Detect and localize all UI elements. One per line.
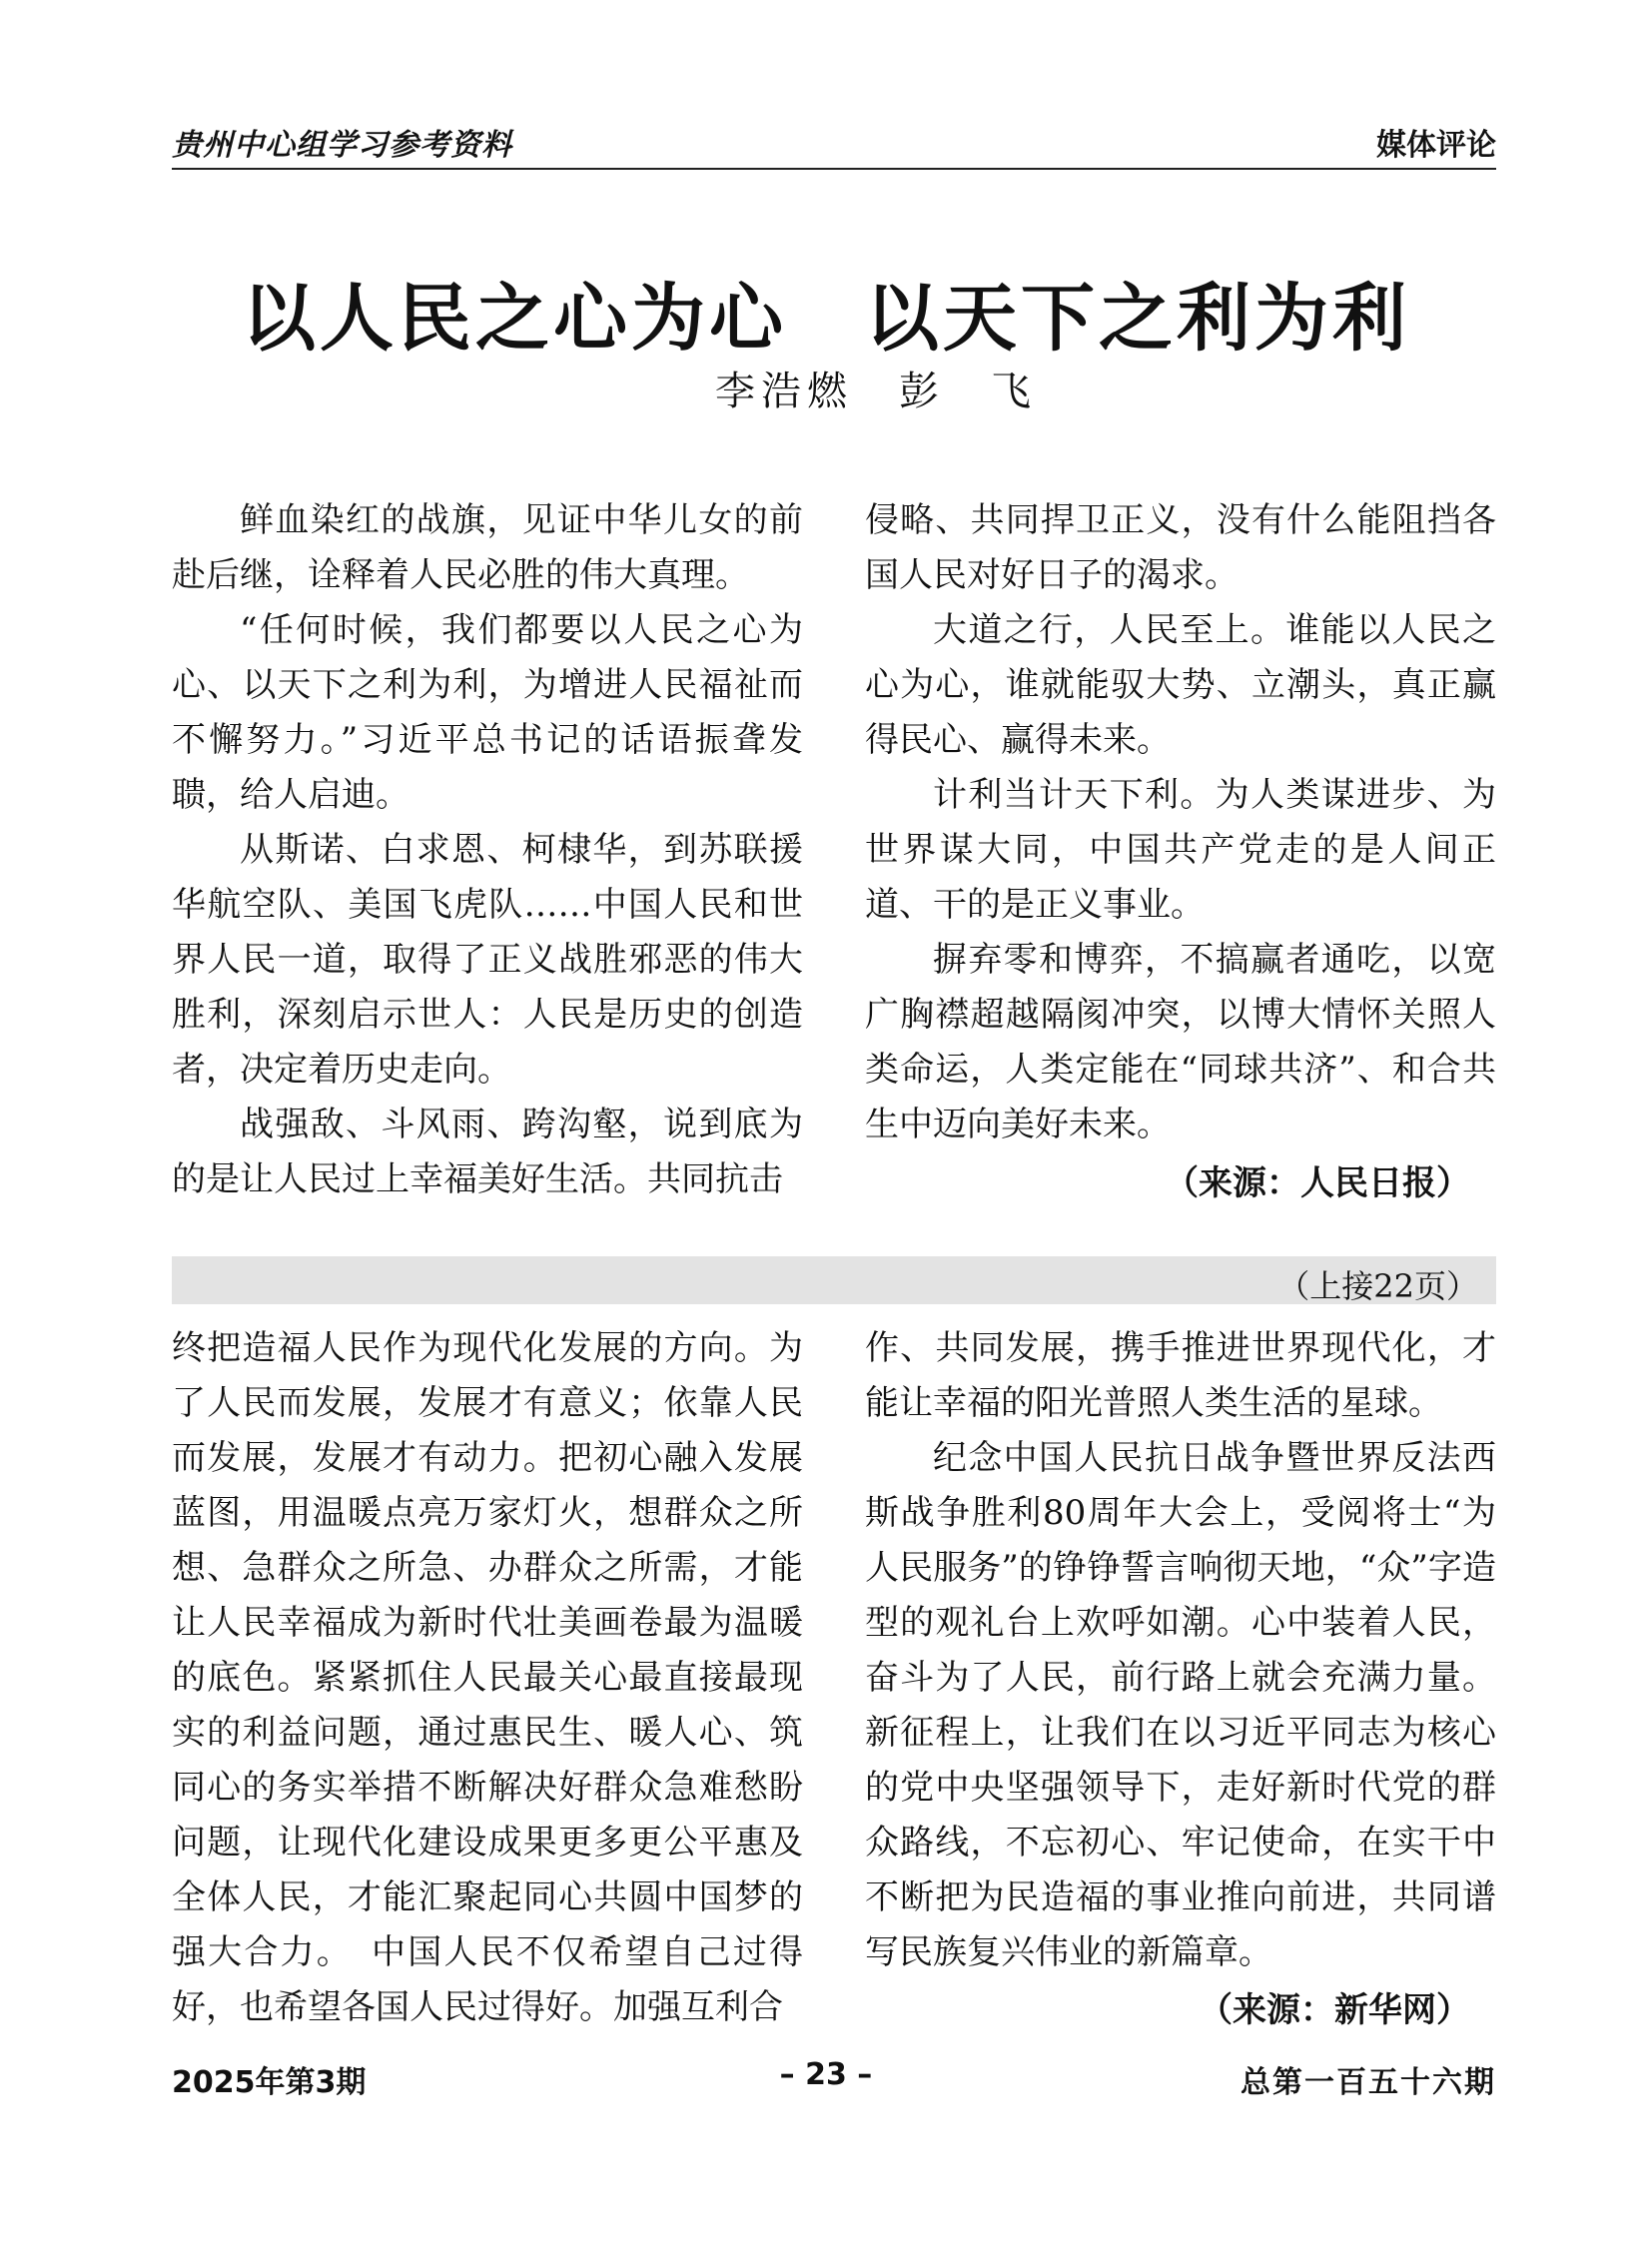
continuation-band xyxy=(172,1256,1496,1304)
continuation-label: （上接22页） xyxy=(1277,1267,1478,1305)
article-column-right xyxy=(865,493,1496,1152)
paragraph: 作、共同发展，携手推进世界现代化，才能让幸福的阳光普照人类生活的星球。 xyxy=(865,1328,1496,1423)
footer-issue: 2025年第3期 xyxy=(172,2065,367,2100)
paragraph: 侵略、共同捍卫正义，没有什么能阻挡各国人民对好日子的渴求。 xyxy=(865,500,1496,595)
article-column-left xyxy=(172,493,803,1207)
header-rule xyxy=(172,168,1496,170)
paragraph: 大道之行，人民至上。谁能以人民之心为心，谁就能驭大势、立潮头，真正赢得民心、赢得未来。 xyxy=(865,610,1496,760)
paragraph: 终把造福人民作为现代化发展的方向。为了人民而发展，发展才有意义；依靠人民而发展，发展才有动力。把初心融入发展蓝图，用温暖点亮万家灯火，想群众之所想、急群众之所急、办群众之所需，才能让人民幸福成为新时代壮美画卷最为温暖的底色。紧紧抓住人民最关心最直接最现实的利益问题，通过惠民生、暖人心、筑同心的务实举措不断解决好群众急难愁盼问题，让现代化建设成果更多更公平惠及全体人民，才能汇聚起同心共圆中国梦的强大合力。 中国人民不仅希望自己过得好，也希望各国人民过得好。加强互利合 xyxy=(172,1328,803,2027)
page-number: – 23 – xyxy=(779,2057,873,2092)
continued-column-right xyxy=(865,1321,1496,1980)
continued-column-left xyxy=(172,1321,803,2035)
paragraph: 从斯诺、白求恩、柯棣华，到苏联援华航空队、美国飞虎队……中国人民和世界人民一道，取得了正义战胜邪恶的伟大胜利，深刻启示世人：人民是历史的创造者，决定着历史走向。 xyxy=(172,830,803,1090)
footer-total-issue: 总第一百五十六期 xyxy=(1240,2065,1496,2100)
article-title: 以人民之心为心 以天下之利为利 xyxy=(242,276,1410,362)
continued-source: （来源：新华网） xyxy=(1199,1990,1470,2030)
paragraph: “任何时候，我们都要以人民之心为心、以天下之利为利，为增进人民福祉而不懈努力。”习近平总书记的话语振聋发聩，给人启迪。 xyxy=(172,610,803,815)
running-header-section: 媒体评论 xyxy=(1376,128,1496,163)
running-header-publication: 贵州中心组学习参考资料 xyxy=(172,128,512,163)
article-authors: 李浩燃 彭 飞 xyxy=(715,369,1037,414)
article-source: （来源：人民日报） xyxy=(1165,1163,1470,1203)
paragraph: 计利当计天下利。为人类谋进步、为世界谋大同，中国共产党走的是人间正道、干的是正义事业。 xyxy=(865,775,1496,925)
paragraph: 鲜血染红的战旗，见证中华儿女的前赴后继，诠释着人民必胜的伟大真理。 xyxy=(172,500,803,595)
paragraph: 战强敌、斗风雨、跨沟壑，说到底为的是让人民过上幸福美好生活。共同抗击 xyxy=(172,1105,803,1199)
paragraph: 纪念中国人民抗日战争暨世界反法西斯战争胜利80周年大会上，受阅将士“为人民服务”的铮铮誓言响彻天地，“众”字造型的观礼台上欢呼如潮。心中装着人民，奋斗为了人民，前行路上就会充满力量。新征程上，让我们在以习近平同志为核心的党中央坚强领导下，走好新时代党的群众路线，不忘初心、牢记使命，在实干中不断把为民造福的事业推向前进，共同谱写民族复兴伟业的新篇章。 xyxy=(865,1438,1496,1972)
paragraph: 摒弃零和博弈，不搞赢者通吃，以宽广胸襟超越隔阂冲突，以博大情怀关照人类命运，人类定能在“同球共济”、和合共生中迈向美好未来。 xyxy=(865,940,1496,1144)
